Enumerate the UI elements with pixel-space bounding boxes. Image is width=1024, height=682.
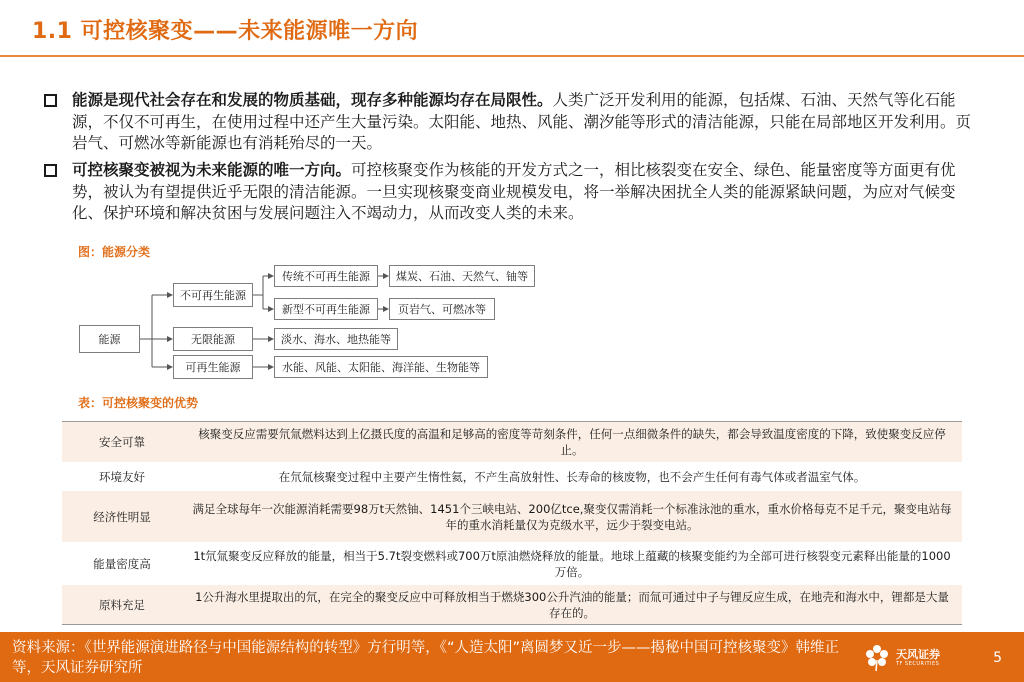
row-key: 安全可靠 (62, 422, 182, 463)
table-row (62, 491, 962, 543)
row-value: 在氘氚核聚变过程中主要产生惰性氦，不产生高放射性、长寿命的核废物，也不会产生任何有毒气体或者温室气体。 (182, 463, 962, 491)
bullet-lead: 能源是现代社会存在和发展的物质基础，现存多种能源均存在局限性。 (72, 91, 553, 109)
flower-logo-icon (862, 642, 892, 672)
company-logo (862, 642, 952, 674)
node-renewable-examples: 水能、风能、太阳能、海洋能、生物能等 (274, 356, 488, 378)
row-key: 经济性明显 (62, 491, 182, 543)
table-row (62, 543, 962, 585)
table-caption: 表：可控核聚变的优势 (78, 396, 199, 410)
bullet-body: 人类广泛开发利用的能源，包括煤、石油、天然气等化石能源，不仅不可再生，在使用过程中还产生大量污染。太阳能、地热、风能、潮汐能等形式的清洁能源，只能在局部地区开发利用。页岩气、可燃冰等新能源也有消耗殆尽的一天。 (72, 91, 972, 152)
source-citation: 资料来源：《世界能源演进路径与中国能源结构的转型》方行明等，《“人造太阳”离圆梦又近一步——揭秘中国可控核聚变》韩维正等，天风证券研究所 (12, 640, 840, 676)
fusion-advantages-table (62, 422, 962, 626)
logo-english-name: TF SECURITIES (896, 661, 940, 667)
footer-bar (0, 632, 1024, 682)
node-renewable: 可再生能源 (173, 355, 253, 379)
row-value: 1公升海水里提取出的氘，在完全的聚变反应中可释放相当于燃烧300公升汽油的能量；而氚可通过中子与锂反应生成，在地壳和海水中，锂都是大量存在的。 (182, 585, 962, 626)
row-value: 1t氘氚聚变反应释放的能量，相当于5.7t裂变燃料或700万t原油燃烧释放的能量。地球上蕴藏的核聚变能约为全部可进行核裂变元素释出能量的1000万倍。 (182, 543, 962, 585)
node-traditional-nonrenewable: 传统不可再生能源 (274, 265, 378, 287)
table-row (62, 463, 962, 491)
row-key: 能量密度高 (62, 543, 182, 585)
square-bullet-icon (44, 164, 57, 177)
square-bullet-icon (44, 94, 57, 107)
bullet-text (72, 160, 980, 225)
node-nonrenewable: 不可再生能源 (173, 283, 253, 307)
node-unlimited: 无限能源 (173, 327, 253, 351)
node-energy-root: 能源 (79, 325, 140, 353)
table-row (62, 422, 962, 463)
bullet-fusion-direction (44, 160, 980, 225)
row-value: 核聚变反应需要氘氚燃料达到上亿摄氏度的高温和足够高的密度等苛刻条件，任何一点细微条件的缺失，都会导致温度密度的下降，致使聚变反应停止。 (182, 422, 962, 463)
node-new-nonrenewable: 新型不可再生能源 (274, 298, 378, 320)
page-number: 5 (993, 650, 1002, 666)
figure-caption: 图：能源分类 (78, 245, 151, 259)
table-bottom-rule (62, 624, 962, 625)
node-traditional-examples: 煤炭、石油、天然气、铀等 (389, 265, 535, 287)
bullet-lead: 可控核聚变被视为未来能源的唯一方向。 (72, 161, 352, 179)
node-new-examples: 页岩气、可燃冰等 (389, 298, 495, 320)
row-key: 原料充足 (62, 585, 182, 626)
header-divider (0, 55, 1024, 57)
bullet-energy-limitations (44, 90, 980, 155)
row-value: 满足全球每年一次能源消耗需要98万t天然铀、1451个三峡电站、200亿tce,聚变仅需消耗一个标准泳池的重水，重水价格每克不足千元，聚变电站每年的重水消耗量仅为克级水平，远少于裂变电站。 (182, 491, 962, 543)
node-unlimited-examples: 淡水、海水、地热能等 (274, 328, 398, 350)
logo-name: 天风证券 (896, 648, 940, 661)
table-row (62, 585, 962, 626)
row-key: 环境友好 (62, 463, 182, 491)
page-title: 1.1 可控核聚变——未来能源唯一方向 (32, 19, 419, 44)
bullet-body: 可控核聚变作为核能的开发方式之一，相比核裂变在安全、绿色、能量密度等方面更有优势，被认为有望提供近乎无限的清洁能源。一旦实现核聚变商业规模发电，将一举解决困扰全人类的能源紧缺问题，为应对气候变化、保护环境和解决贫困与发展问题注入不竭动力，从而改变人类的未来。 (72, 161, 956, 222)
bullet-text (72, 90, 980, 155)
